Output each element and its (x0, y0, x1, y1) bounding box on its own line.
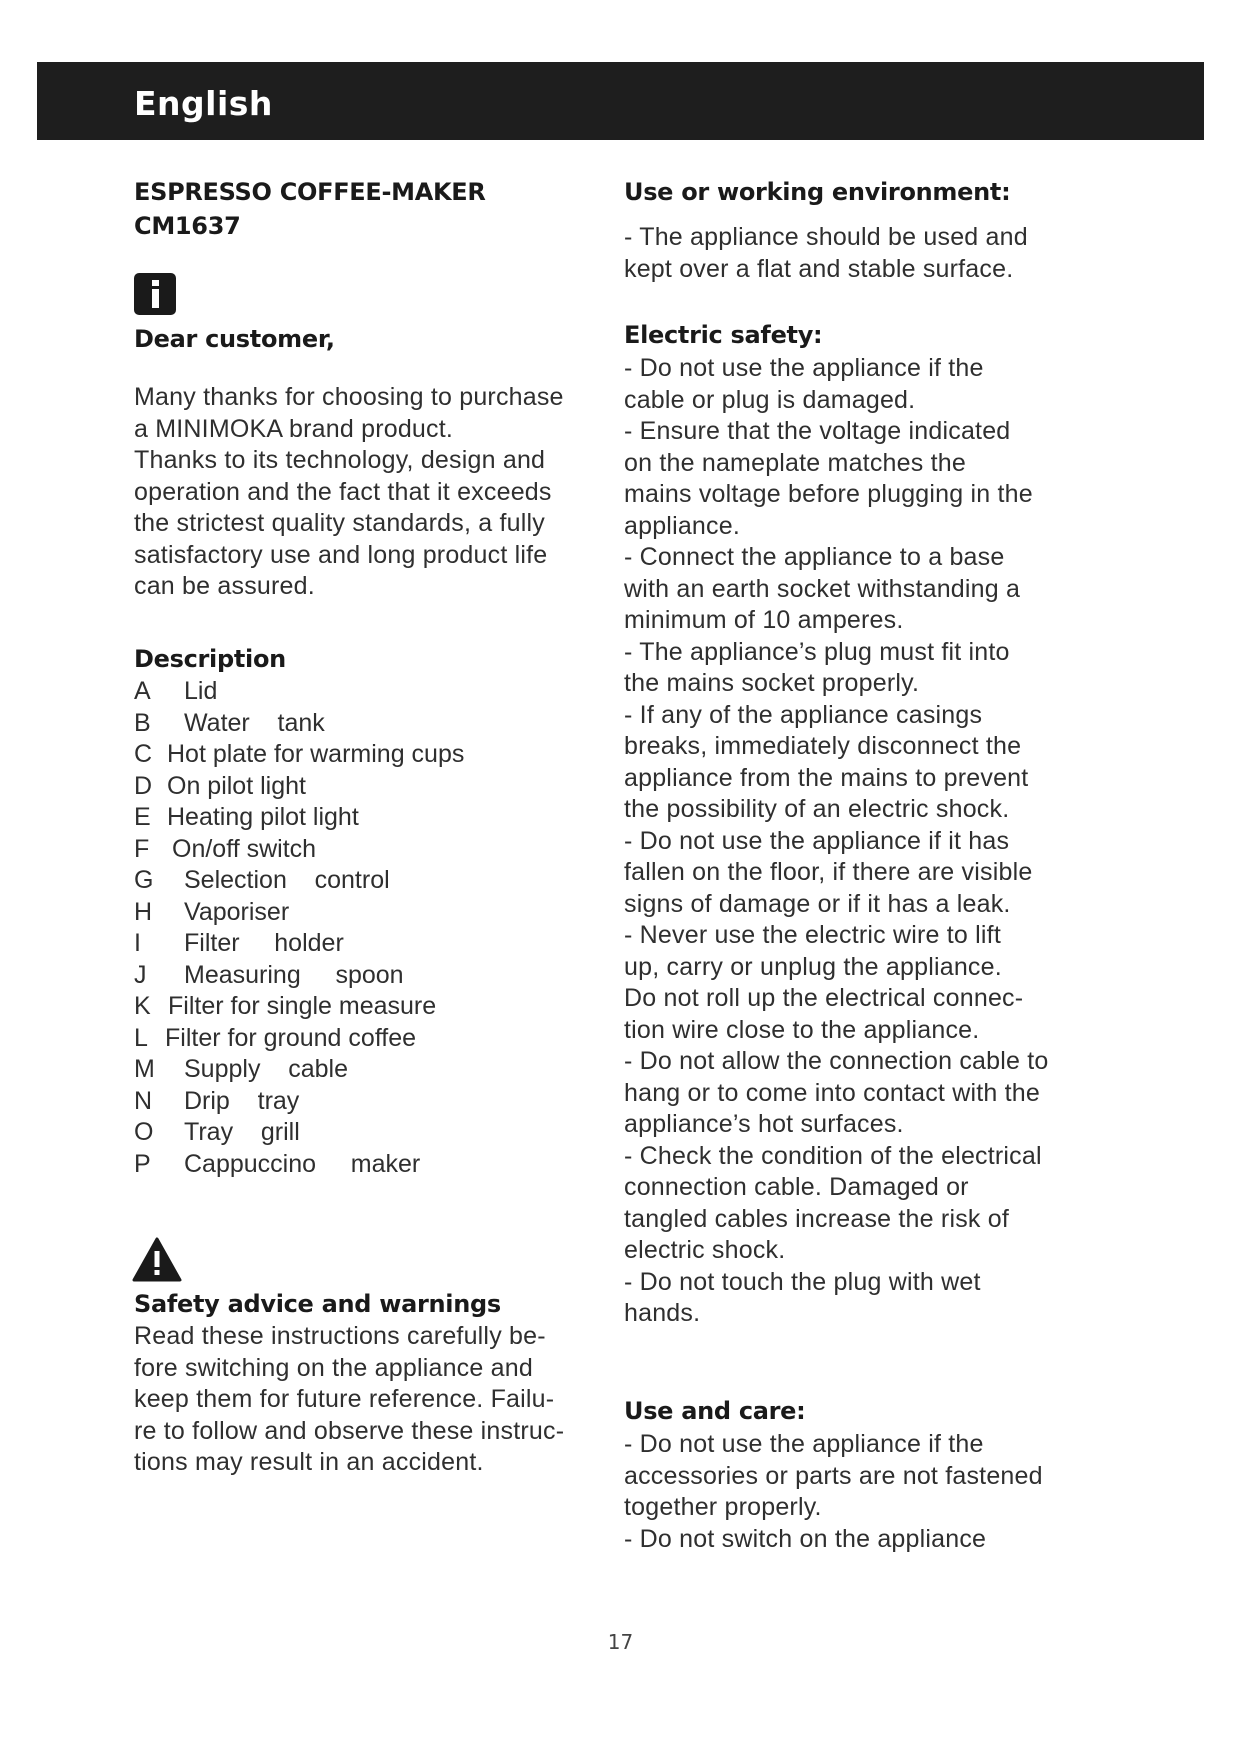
safety-heading: Safety advice and warnings (134, 1290, 501, 1318)
electric-line: appliance’s hot surfaces. (624, 1110, 904, 1138)
electric-line: cable or plug is damaged. (624, 385, 916, 414)
intro-line: satisfactory use and long product life (134, 540, 548, 569)
care-line: accessories or parts are not fastened (624, 1461, 1043, 1490)
list-item: N Drip tray (134, 1086, 300, 1115)
list-item: J Measuring spoon (134, 960, 404, 989)
electric-line: connection cable. Damaged or (624, 1173, 969, 1201)
list-item: A Lid (134, 677, 218, 705)
intro-line: operation and the fact that it exceeds (134, 477, 552, 506)
intro-line: a MINIMOKA brand product. (134, 414, 454, 443)
list-item: F On/off switch (134, 834, 317, 863)
electric-line: - Do not allow the connection cable to (624, 1047, 1049, 1075)
electric-line: - Connect the appliance to a base (624, 543, 1005, 571)
electric-line: - Check the condition of the electrical (624, 1141, 1042, 1170)
list-item: M Supply cable (134, 1055, 348, 1083)
list-item: L Filter for ground coffee (134, 1023, 417, 1052)
electric-safety-paragraph (624, 353, 1049, 1330)
electric-line: fallen on the floor, if there are visible (624, 858, 1033, 886)
safety-line: fore switching on the appliance and (134, 1353, 533, 1382)
electric-line: Do not roll up the electrical connec- (624, 984, 1024, 1012)
use-and-care-paragraph (624, 1429, 1043, 1555)
environment-heading: Use or working environment: (624, 178, 1011, 206)
list-item: I Filter holder (134, 929, 344, 957)
safety-paragraph (134, 1321, 564, 1479)
intro-line: the strictest quality standards, a fully (134, 509, 545, 537)
electric-line: tangled cables increase the risk of (624, 1204, 1009, 1233)
intro-paragraph (134, 382, 564, 603)
care-line: - Do not use the appliance if the (624, 1430, 984, 1458)
list-item: H Vaporiser (134, 897, 290, 926)
description-heading: Description (134, 645, 286, 673)
safety-line: re to follow and observe these instruc- (134, 1416, 565, 1445)
electric-line: appliance. (624, 511, 740, 540)
electric-line: signs of damage or if it has a leak. (624, 889, 1011, 918)
warning-triangle-icon (132, 1237, 182, 1282)
care-line: - Do not switch on the appliance (624, 1524, 987, 1553)
list-item: E Heating pilot light (134, 803, 359, 831)
electric-line: - The appliance’s plug must fit into (624, 637, 1010, 666)
intro-line: can be assured. (134, 572, 315, 600)
page-number: 17 (607, 1630, 634, 1654)
description-list (134, 676, 464, 1180)
electric-line: - Do not use the appliance if the (624, 354, 984, 382)
electric-line: mains voltage before plugging in the (624, 480, 1033, 508)
intro-line: Thanks to its technology, design and (134, 446, 546, 474)
electric-line: with an earth socket withstanding a (624, 574, 1021, 603)
list-item: G Selection control (134, 866, 390, 894)
list-item: K Filter for single measure (134, 992, 437, 1020)
use-and-care-heading: Use and care: (624, 1397, 806, 1425)
electric-line: hands. (624, 1299, 701, 1327)
electric-line: - Do not touch the plug with wet (624, 1267, 981, 1296)
list-item: O Tray grill (134, 1118, 300, 1146)
electric-safety-heading: Electric safety: (624, 321, 823, 349)
electric-line: electric shock. (624, 1236, 786, 1264)
safety-line: tions may result in an accident. (134, 1448, 484, 1476)
model-number: CM1637 (134, 212, 241, 240)
electric-line: the possibility of an electric shock. (624, 795, 1010, 823)
electric-line: - Do not use the appliance if it has (624, 826, 1010, 855)
list-item: D On pilot light (134, 771, 306, 800)
electric-line: the mains socket properly. (624, 669, 920, 697)
greeting-heading: Dear customer, (134, 325, 335, 353)
safety-line: keep them for future reference. Failu- (134, 1385, 555, 1413)
electric-line: up, carry or unplug the appliance. (624, 952, 1002, 981)
electric-line: - If any of the appliance casings (624, 700, 983, 729)
electric-line: minimum of 10 amperes. (624, 606, 904, 634)
care-line: together properly. (624, 1493, 822, 1521)
list-item: C Hot plate for warming cups (134, 740, 465, 768)
list-item: B Water tank (134, 708, 325, 737)
list-item: P Cappuccino maker (134, 1149, 421, 1178)
electric-line: appliance from the mains to prevent (624, 763, 1029, 792)
electric-line: on the nameplate matches the (624, 448, 966, 477)
intro-line: Many thanks for choosing to purchase (134, 383, 564, 411)
environment-line: kept over a flat and stable surface. (624, 254, 1014, 283)
product-title: ESPRESSO COFFEE-MAKER (134, 178, 486, 206)
info-icon (134, 273, 176, 315)
safety-line: Read these instructions carefully be- (134, 1322, 546, 1350)
environment-paragraph (624, 222, 1028, 285)
electric-line: tion wire close to the appliance. (624, 1015, 980, 1044)
language-header-bar (37, 62, 1204, 140)
electric-line: - Ensure that the voltage indicated (624, 417, 1011, 445)
electric-line: breaks, immediately disconnect the (624, 732, 1022, 760)
electric-line: hang or to come into contact with the (624, 1078, 1040, 1107)
electric-line: - Never use the electric wire to lift (624, 921, 1001, 949)
environment-line: - The appliance should be used and (624, 223, 1028, 251)
language-title: English (134, 84, 273, 123)
